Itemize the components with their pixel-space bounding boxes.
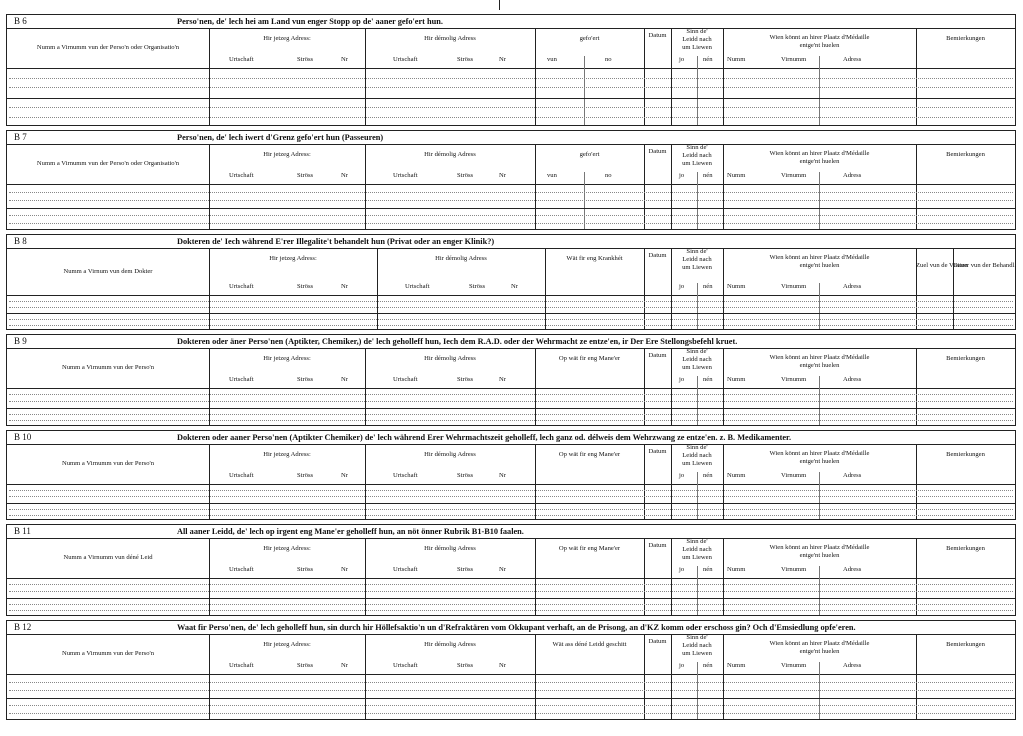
dotted-guide	[9, 307, 1013, 308]
alive-label-2: Leidd nach	[682, 256, 712, 263]
dotted-guide	[9, 414, 1013, 415]
alive-label-3: um Liewen	[682, 460, 712, 467]
medal-label-2: entge'nt huelen	[799, 458, 840, 465]
alive-label-1: Sinn de'	[686, 538, 708, 545]
section-header	[7, 131, 1015, 145]
section-header	[7, 431, 1015, 445]
current-address-label: Hir jetzeg Adress:	[263, 641, 311, 648]
dotted-guide	[9, 319, 1013, 320]
street-label-old: Ströss	[457, 566, 474, 573]
street-label: Ströss	[297, 566, 314, 573]
current-address-label: Hir jetzeg Adress:	[263, 355, 311, 362]
medal-label-2: entge'nt huelen	[799, 42, 840, 49]
section-title: Dokteren oder aaner Perso'nen (Aptikter Chemiker) de' lech während Erer Wehrmachtszeit geholleff, lech ganz od. délweis dem Wehrzwang ze entze'en. z. B. Medikamenter.	[177, 433, 792, 442]
street-label: Ströss	[297, 283, 314, 290]
dotted-guide	[9, 490, 1013, 491]
medal-label-1: Wien könnt an hirer Plaatz d'Médaille	[769, 34, 870, 41]
nr-label-old: Nr	[499, 566, 506, 573]
nr-label-old: Nr	[511, 283, 518, 290]
dotted-guide	[9, 117, 1013, 118]
dotted-guide	[9, 223, 1013, 224]
alive-label-3: um Liewen	[682, 264, 712, 271]
street-label-old: Ströss	[457, 172, 474, 179]
section-b10	[6, 430, 1016, 520]
street-label: Ströss	[297, 56, 314, 63]
town-label-old: Urtschaft	[393, 566, 418, 573]
street-label-old: Ströss	[469, 283, 486, 290]
alive-label-2: Leidd nach	[682, 642, 712, 649]
dotted-guide	[9, 584, 1013, 585]
header-rule	[7, 388, 1015, 389]
dotted-guide	[9, 591, 1013, 592]
section-code: B 12	[14, 622, 32, 632]
dotted-guide	[9, 325, 1013, 326]
yes-label: jo	[679, 172, 685, 179]
no-label: nén	[703, 172, 713, 179]
header-rule	[7, 484, 1015, 485]
medal-label-1: Wien könnt an hirer Plaatz d'Médaille	[769, 450, 870, 457]
town-label: Urtschaft	[229, 376, 254, 383]
medal-name-label: Numm	[727, 376, 746, 383]
alive-label-2: Leidd nach	[682, 152, 712, 159]
old-address-label: Hir démolig Adress	[424, 151, 476, 158]
date-label: Datum	[648, 32, 667, 39]
column-divider	[916, 248, 917, 329]
medal-split	[819, 56, 820, 125]
medal-firstname-label: Virnumm	[781, 283, 807, 290]
medal-address-label: Adress	[843, 172, 862, 179]
no-label: nén	[703, 566, 713, 573]
street-label-old: Ströss	[457, 472, 474, 479]
medal-firstname-label: Virnumm	[781, 172, 807, 179]
alive-label-1: Sinn de'	[686, 144, 708, 151]
medal-address-label: Adress	[843, 566, 862, 573]
alive-label-1: Sinn de'	[686, 634, 708, 641]
nr-label-old: Nr	[499, 662, 506, 669]
section-code: B 7	[14, 132, 27, 142]
street-label-old: Ströss	[457, 376, 474, 383]
nr-label: Nr	[341, 662, 348, 669]
town-label-old: Urtschaft	[393, 472, 418, 479]
section-b11	[6, 524, 1016, 616]
mid-column-label: Wät ass déné Leidd geschitt	[552, 641, 627, 648]
top-tick-mark	[499, 0, 500, 10]
section-title: All aaner Leidd, de' lech op irgent eng Mane'er geholleff hun, an nöt önner Rubrik B1-B10 faalen.	[177, 527, 524, 536]
visits-label: Zuel vun de Visiten	[916, 262, 968, 269]
section-title: Dokteren oder äner Perso'nen (Aptikter, Chemiker,) de' lech geholleff hun, Iech dem R.A.D. oder der Wehrmacht ze entze'en, ir Der Ere Stellongsbefehl kruet.	[177, 337, 738, 346]
town-label-old: Urtschaft	[393, 376, 418, 383]
date-label: Datum	[648, 542, 667, 549]
old-address-label: Hir démolig Adress	[424, 35, 476, 42]
street-label: Ströss	[297, 172, 314, 179]
date-label: Datum	[648, 448, 667, 455]
column-divider	[953, 248, 954, 329]
row-rule	[7, 408, 1015, 409]
yes-label: jo	[679, 376, 685, 383]
town-label: Urtschaft	[229, 283, 254, 290]
column-divider	[644, 248, 645, 329]
mid-column-label: Wät fir eng Krankhét	[566, 255, 623, 262]
medal-address-label: Adress	[843, 472, 862, 479]
row-rule	[7, 698, 1015, 699]
alive-label-3: um Liewen	[682, 650, 712, 657]
remarks-label: Bemierkungen	[946, 35, 985, 42]
remarks-label: Bemierkungen	[946, 355, 985, 362]
yes-label: jo	[679, 662, 685, 669]
yes-label: jo	[679, 566, 685, 573]
dotted-guide	[9, 604, 1013, 605]
remarks-label: Bemierkungen	[946, 151, 985, 158]
alive-split	[697, 283, 698, 329]
town-label-old: Urtschaft	[393, 56, 418, 63]
section-header	[7, 335, 1015, 349]
dotted-guide	[9, 215, 1013, 216]
section-code: B 10	[14, 432, 32, 442]
medal-label-2: entge'nt huelen	[799, 262, 840, 269]
medal-split	[819, 283, 820, 329]
town-label: Urtschaft	[229, 662, 254, 669]
current-address-label: Hir jetzeg Adress:	[263, 151, 311, 158]
row-rule	[7, 98, 1015, 99]
medal-address-label: Adress	[843, 283, 862, 290]
alive-label-1: Sinn de'	[686, 248, 708, 255]
to-label: no	[605, 172, 612, 179]
medal-label-2: entge'nt huelen	[799, 362, 840, 369]
section-header	[7, 621, 1015, 635]
alive-label-1: Sinn de'	[686, 28, 708, 35]
no-label: nén	[703, 56, 713, 63]
medal-firstname-label: Virnumm	[781, 566, 807, 573]
medal-name-label: Numm	[727, 56, 746, 63]
town-label: Urtschaft	[229, 56, 254, 63]
row-rule	[7, 208, 1015, 209]
dotted-guide	[9, 200, 1013, 201]
section-b8	[6, 234, 1016, 330]
column-divider	[644, 144, 645, 229]
section-title: Dokteren de' Iech während E'rer Illegalite't behandelt hun (Privat oder an enger Klinik?)	[177, 237, 495, 246]
section-b6	[6, 14, 1016, 126]
medal-label-2: entge'nt huelen	[799, 648, 840, 655]
medal-label-1: Wien könnt an hirer Plaatz d'Médaille	[769, 544, 870, 551]
dotted-guide	[9, 192, 1013, 193]
dotted-guide	[9, 401, 1013, 402]
name-column-label: Numm a Virnumm vun der Perso'n oder Organisatio'n	[36, 160, 180, 167]
alive-label-3: um Liewen	[682, 364, 712, 371]
alive-label-3: um Liewen	[682, 554, 712, 561]
nr-label: Nr	[341, 376, 348, 383]
nr-label-old: Nr	[499, 56, 506, 63]
street-label: Ströss	[297, 376, 314, 383]
alive-label-2: Leidd nach	[682, 452, 712, 459]
town-label-old: Urtschaft	[393, 172, 418, 179]
medal-name-label: Numm	[727, 566, 746, 573]
row-rule	[7, 313, 1015, 314]
dotted-guide	[9, 713, 1013, 714]
travelled-label: gefo'ert	[579, 151, 600, 158]
dotted-guide	[9, 690, 1013, 691]
travelled-label: gefo'ert	[579, 35, 600, 42]
dotted-guide	[9, 682, 1013, 683]
medal-name-label: Numm	[727, 283, 746, 290]
section-header	[7, 235, 1015, 249]
current-address-label: Hir jetzeg Adress:	[263, 545, 311, 552]
column-divider	[644, 634, 645, 719]
remarks-label: Bemierkungen	[946, 545, 985, 552]
medal-firstname-label: Virnumm	[781, 56, 807, 63]
alive-split	[697, 56, 698, 125]
dotted-guide	[9, 509, 1013, 510]
dotted-guide	[9, 610, 1013, 611]
medal-label-1: Wien könnt an hirer Plaatz d'Médaille	[769, 254, 870, 261]
dotted-guide	[9, 301, 1013, 302]
nr-label-old: Nr	[499, 376, 506, 383]
section-title: Perso'nen, de' lech hei am Land vun enger Stopp op de' aaner gefo'ert hun.	[177, 17, 443, 26]
remarks-label: Bemierkungen	[946, 641, 985, 648]
dotted-guide	[9, 420, 1013, 421]
no-label: nén	[703, 376, 713, 383]
current-address-label: Hir jetzeg Adress:	[263, 451, 311, 458]
remarks-label: Bemierkungen	[946, 451, 985, 458]
alive-label-3: um Liewen	[682, 160, 712, 167]
nr-label: Nr	[341, 472, 348, 479]
yes-label: jo	[679, 283, 685, 290]
nr-label-old: Nr	[499, 472, 506, 479]
alive-label-2: Leidd nach	[682, 356, 712, 363]
dotted-guide	[9, 107, 1013, 108]
old-address-label: Hir démolig Adress	[424, 355, 476, 362]
nr-label: Nr	[341, 566, 348, 573]
section-title: Perso'nen, de' lech iwert d'Grenz gefo'ert hun (Passeuren)	[177, 133, 384, 142]
street-label-old: Ströss	[457, 56, 474, 63]
current-address-label: Hir jetzeg Adress:	[269, 255, 317, 262]
page-footer	[0, 724, 1023, 736]
medal-address-label: Adress	[843, 376, 862, 383]
alive-label-1: Sinn de'	[686, 444, 708, 451]
section-title: Waat fir Perso'nen, de' lech geholleff hun, sin durch hir Höllefsaktio'n un d'Refraktären vom Okkupant verhaft, an de Prisong, an d'KZ komm oder erschoss gin? Och d'Emsiedlung opfe'eren.	[177, 623, 856, 632]
date-label: Datum	[648, 252, 667, 259]
dotted-guide	[9, 87, 1013, 88]
alive-label-2: Leidd nach	[682, 546, 712, 553]
yes-label: jo	[679, 56, 685, 63]
town-label: Urtschaft	[229, 472, 254, 479]
mid-column-label: Op wät fir eng Mane'er	[558, 355, 621, 362]
date-label: Datum	[648, 352, 667, 359]
alive-label-1: Sinn de'	[686, 348, 708, 355]
section-b9	[6, 334, 1016, 426]
header-rule	[7, 184, 1015, 185]
from-label: vun	[547, 56, 557, 63]
medal-label-1: Wien könnt an hirer Plaatz d'Médaille	[769, 354, 870, 361]
section-code: B 8	[14, 236, 27, 246]
medal-label-1: Wien könnt an hirer Plaatz d'Médaille	[769, 150, 870, 157]
name-column-label: Numm a Virnumm vun der Perso'n	[61, 460, 155, 467]
alive-label-2: Leidd nach	[682, 36, 712, 43]
name-column-label: Numm a Virnumm vun der Perso'n oder Organisatio'n	[36, 44, 180, 51]
no-label: nén	[703, 283, 713, 290]
street-label: Ströss	[297, 662, 314, 669]
medal-label-1: Wien könnt an hirer Plaatz d'Médaille	[769, 640, 870, 647]
column-divider	[644, 28, 645, 125]
current-address-label: Hir jetzeg Adress:	[263, 35, 311, 42]
date-label: Datum	[648, 148, 667, 155]
medal-name-label: Numm	[727, 472, 746, 479]
row-rule	[7, 503, 1015, 504]
duration-label: Dauer vun der Behandl.	[953, 262, 1016, 269]
mid-column-label: Op wät fir eng Mane'er	[558, 451, 621, 458]
medal-firstname-label: Virnumm	[781, 472, 807, 479]
medal-firstname-label: Virnumm	[781, 662, 807, 669]
section-code: B 11	[14, 526, 31, 536]
dotted-guide	[9, 496, 1013, 497]
dotted-guide	[9, 515, 1013, 516]
dotted-guide	[9, 394, 1013, 395]
nr-label-old: Nr	[499, 172, 506, 179]
yes-label: jo	[679, 472, 685, 479]
name-column-label: Numm a Virnumm vun déné Leid	[63, 554, 153, 561]
from-label: vun	[547, 172, 557, 179]
header-rule	[7, 68, 1015, 69]
to-label: no	[605, 56, 612, 63]
alive-label-3: um Liewen	[682, 44, 712, 51]
nr-label: Nr	[341, 283, 348, 290]
old-address-label: Hir démolig Adress	[435, 255, 487, 262]
section-b12	[6, 620, 1016, 720]
travel-split	[584, 56, 585, 125]
header-rule	[7, 295, 1015, 296]
date-label: Datum	[648, 638, 667, 645]
dotted-guide	[9, 78, 1013, 79]
old-address-label: Hir démolig Adress	[424, 451, 476, 458]
town-label: Urtschaft	[229, 172, 254, 179]
old-address-label: Hir démolig Adress	[424, 641, 476, 648]
section-header	[7, 15, 1015, 29]
dotted-guide	[9, 705, 1013, 706]
street-label: Ströss	[297, 472, 314, 479]
medal-label-2: entge'nt huelen	[799, 552, 840, 559]
mid-column-label: Op wät fir eng Mane'er	[558, 545, 621, 552]
town-label: Urtschaft	[229, 566, 254, 573]
street-label-old: Ströss	[457, 662, 474, 669]
header-rule	[7, 674, 1015, 675]
row-rule	[7, 598, 1015, 599]
section-b7	[6, 130, 1016, 230]
name-column-label: Numm a Virnum vun dem Dokter	[63, 267, 153, 275]
section-header	[7, 525, 1015, 539]
medal-firstname-label: Virnumm	[781, 376, 807, 383]
medal-label-2: entge'nt huelen	[799, 158, 840, 165]
medal-name-label: Numm	[727, 662, 746, 669]
town-label-old: Urtschaft	[393, 662, 418, 669]
no-label: nén	[703, 662, 713, 669]
old-address-label: Hir démolig Adress	[424, 545, 476, 552]
town-label-old: Urtschaft	[405, 283, 430, 290]
header-rule	[7, 578, 1015, 579]
no-label: nén	[703, 472, 713, 479]
name-column-label: Numm a Virnumm vun der Perso'n	[61, 650, 155, 657]
nr-label: Nr	[341, 56, 348, 63]
medal-address-label: Adress	[843, 56, 862, 63]
nr-label: Nr	[341, 172, 348, 179]
medal-address-label: Adress	[843, 662, 862, 669]
medal-name-label: Numm	[727, 172, 746, 179]
name-column-label: Numm a Virnumm vun der Perso'n	[61, 364, 155, 371]
section-code: B 6	[14, 16, 27, 26]
section-code: B 9	[14, 336, 27, 346]
